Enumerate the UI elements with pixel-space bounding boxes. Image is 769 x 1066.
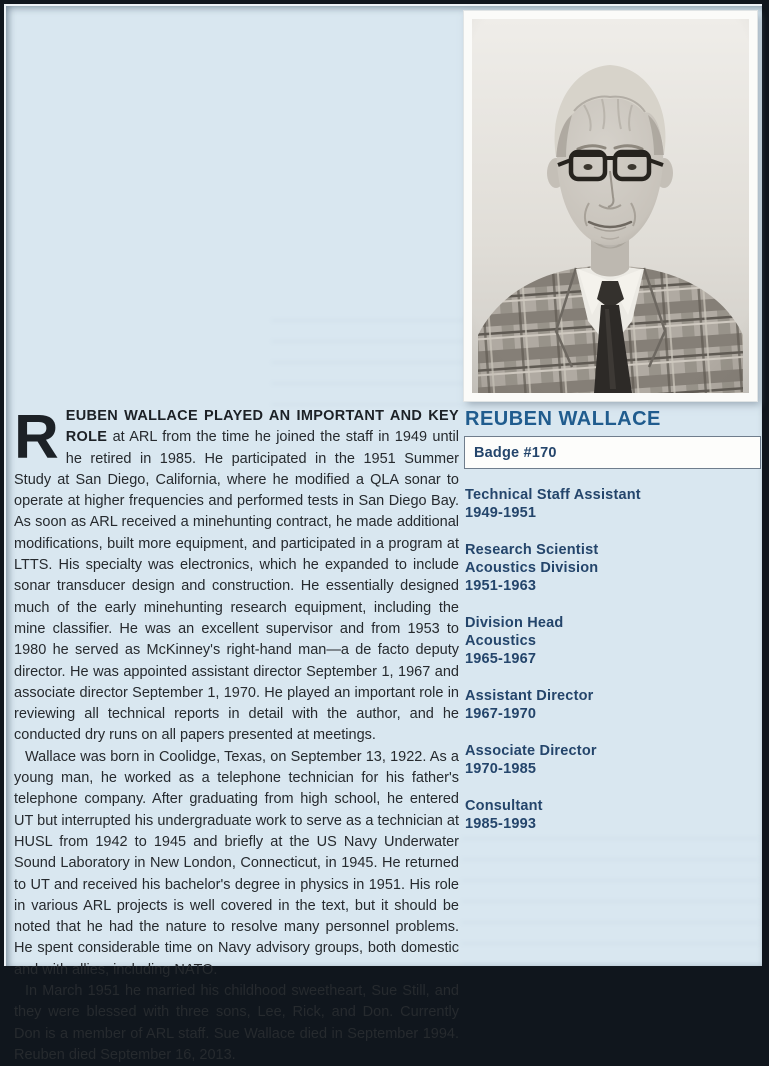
career-entry (465, 614, 761, 668)
book-page (4, 4, 762, 1063)
portrait-illustration (472, 19, 749, 393)
badge-number-label: Badge #170 (474, 444, 557, 461)
career-timeline (465, 486, 761, 852)
bio-paragraph-2: Wallace was born in Coolidge, Texas, on September 13, 1922. As a young man, he worked as a telephone technician for his father's telephone company. After graduating from high school, he entered UT but interrupted his undergraduate work to serve as a technician at HUSL from 1942 to 1945 and briefly at the US Navy Underwater Sound Laboratory in New London, Connecticut, in 1945. He returned to UT and received his bachelor's degree in physics in 1951. His role in various ARL projects is well covered in the text, but it should be noted that he had the nature to resolve many personnel problems. He spent considerable time on Navy advisory groups, both domestic and with allies, including NATO. (14, 748, 459, 978)
biography-text (14, 403, 459, 1066)
bleedthrough-texture-left (271, 301, 466, 406)
portrait-photo (464, 11, 757, 401)
position-title: Associate Director (465, 743, 597, 759)
bio-paragraph-1-text: at ARL from the time he joined the staff in 1949 until he retired in 1985. He participated in the 1951 Summer Study at San Diego, California, where he modified a QLA sonar to operate at higher frequencies and performed tests in San Diego Bay. As soon as ARL received a minehunting contract, he made additional modifications, built more equipment, and participated in a program at LTTS. His specialty was electronics, which he expanded to include sonar transducer design and construction. He essentially designed much of the early minehunting research equipment, including the mine classifier. He was an excellent supervisor and from 1953 to 1980 he served as McKinney's right-hand man—a de facto deputy director. He was appointed assistant director September 1, 1967 and associate director September 1, 1970. He played an important role in reviewing all technical reports in detail with the author, and he conducted dry runs on all papers presented at meetings. (14, 429, 459, 744)
career-entry (465, 742, 761, 778)
position-title: Division Head (465, 615, 564, 631)
badge-number-box (464, 436, 761, 469)
position-subtitle: Acoustics Division (465, 560, 599, 576)
career-entry (465, 687, 761, 723)
career-entry (465, 797, 761, 833)
bio-paragraph-1 (14, 403, 459, 747)
position-years: 1967-1970 (465, 706, 537, 722)
dropcap: R (14, 403, 59, 472)
position-years: 1949-1951 (465, 505, 537, 521)
bio-lead-line: EUBEN WALLACE PLAYED AN IMPORTANT AND KEY ROLE (65, 408, 459, 446)
position-title: Research Scientist (465, 542, 599, 558)
career-entry (465, 541, 761, 595)
position-subtitle: Acoustics (465, 633, 537, 649)
bio-paragraph-3: In March 1951 he married his childhood sweetheart, Sue Still, and they were blessed with three sons, Lee, Rick, and Don. Currently Don is a member of ARL staff. Sue Wallace died in September 1994. Reuben died September 16, 2013. (14, 983, 459, 1063)
position-years: 1951-1963 (465, 578, 537, 594)
position-years: 1985-1993 (465, 816, 537, 832)
position-years: 1965-1967 (465, 651, 537, 667)
position-title: Consultant (465, 798, 543, 814)
career-entry (465, 486, 761, 522)
position-title: Assistant Director (465, 688, 594, 704)
position-title: Technical Staff Assistant (465, 487, 641, 503)
profile-name: REUBEN WALLACE (465, 408, 661, 430)
bleedthrough-texture-right (461, 834, 759, 966)
position-years: 1970-1985 (465, 761, 537, 777)
